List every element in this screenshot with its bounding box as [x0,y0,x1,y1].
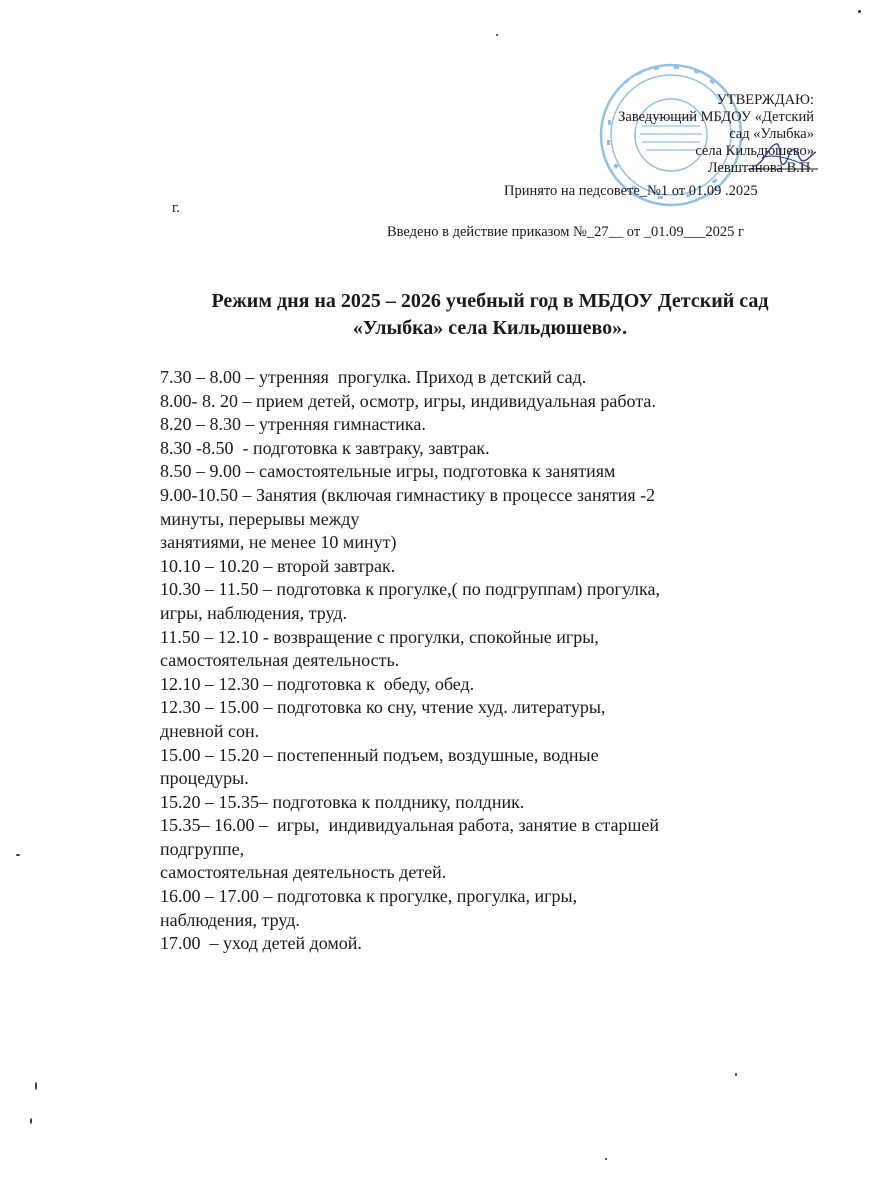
schedule-line: 17.00 – уход детей домой. [160,933,362,954]
schedule-line: 16.00 – 17.00 – подготовка к прогулке, прогулка, игры, [160,886,578,907]
schedule-line: наблюдения, труд. [160,909,300,930]
scan-speck [30,1118,32,1124]
schedule-line: минуты, перерывы между [160,508,360,529]
schedule-line: занятиями, не менее 10 минут) [160,532,397,553]
order-enactment-line: Введено в действие приказом №_27__ от _01.09___2025 г [387,224,744,240]
schedule-line: 10.30 – 11.50 – подготовка к прогулке,( по подгруппам) прогулка, [160,579,660,600]
schedule-line: 8.50 – 9.00 – самостоятельные игры, подготовка к занятиям [160,461,616,482]
schedule-line: 7.30 – 8.00 – утренняя прогулка. Приход в детский сад. [160,367,587,387]
scan-speck [605,1158,607,1160]
schedule-line: 15.35– 16.00 – игры, индивидуальная работа, занятие в старшей [160,815,659,836]
schedule-line: 11.50 – 12.10 - возвращение с прогулки, спокойные игры, [160,626,599,647]
council-acceptance-line: Принято на педсовете_№1 от 01.09 .2025 [504,183,758,199]
title-line-2: «Улыбка» села Кильдюшево». [352,317,628,339]
approver-position-line1: Заведующий МБДОУ «Детский [618,109,814,125]
daily-schedule-list [160,366,840,956]
schedule-line: игры, наблюдения, труд. [160,602,348,623]
scan-speck [735,1073,737,1076]
handwritten-signature-icon [748,138,818,174]
approver-position-line2: сад «Улыбка» [729,126,814,142]
schedule-line: 9.00-10.50 – Занятия (включая гимнастику в процессе занятия -2 [160,484,656,505]
schedule-line: 8.20 – 8.30 – утренняя гимнастика. [160,414,426,435]
scan-speck [35,1082,37,1090]
schedule-line: процедуры. [160,768,249,789]
schedule-line: самостоятельная деятельность детей. [160,862,447,883]
approve-heading: УТВЕРЖДАЮ: [716,92,814,108]
scan-speck [16,854,20,856]
schedule-line: подгруппе, [160,838,245,859]
approver-position-line3: села Кильдюшево» [695,143,814,159]
scan-speck [858,10,861,13]
schedule-line: самостоятельная деятельность. [160,650,400,671]
schedule-line: 12.10 – 12.30 – подготовка к обеду, обед. [160,673,475,694]
scan-speck [496,34,498,36]
schedule-line: 12.30 – 15.00 – подготовка ко сну, чтение худ. литературы, [160,697,606,718]
schedule-line: 8.30 -8.50 - подготовка к завтраку, завтрак. [160,437,490,458]
schedule-line: 15.00 – 15.20 – постепенный подъем, воздушные, водные [160,744,599,765]
page-title [150,288,830,342]
schedule-line: 10.10 – 10.20 – второй завтрак. [160,555,396,576]
approver-name: Левштанова В.П. [707,160,814,176]
schedule-line: 8.00- 8. 20 – прием детей, осмотр, игры, индивидуальная работа. [160,390,656,411]
schedule-line: 15.20 – 15.35– подготовка к полднику, полдник. [160,791,525,812]
year-suffix: г. [172,200,180,216]
schedule-line: дневной сон. [160,720,260,741]
title-line-1: Режим дня на 2025 – 2026 учебный год в МБДОУ Детский сад [211,290,769,312]
